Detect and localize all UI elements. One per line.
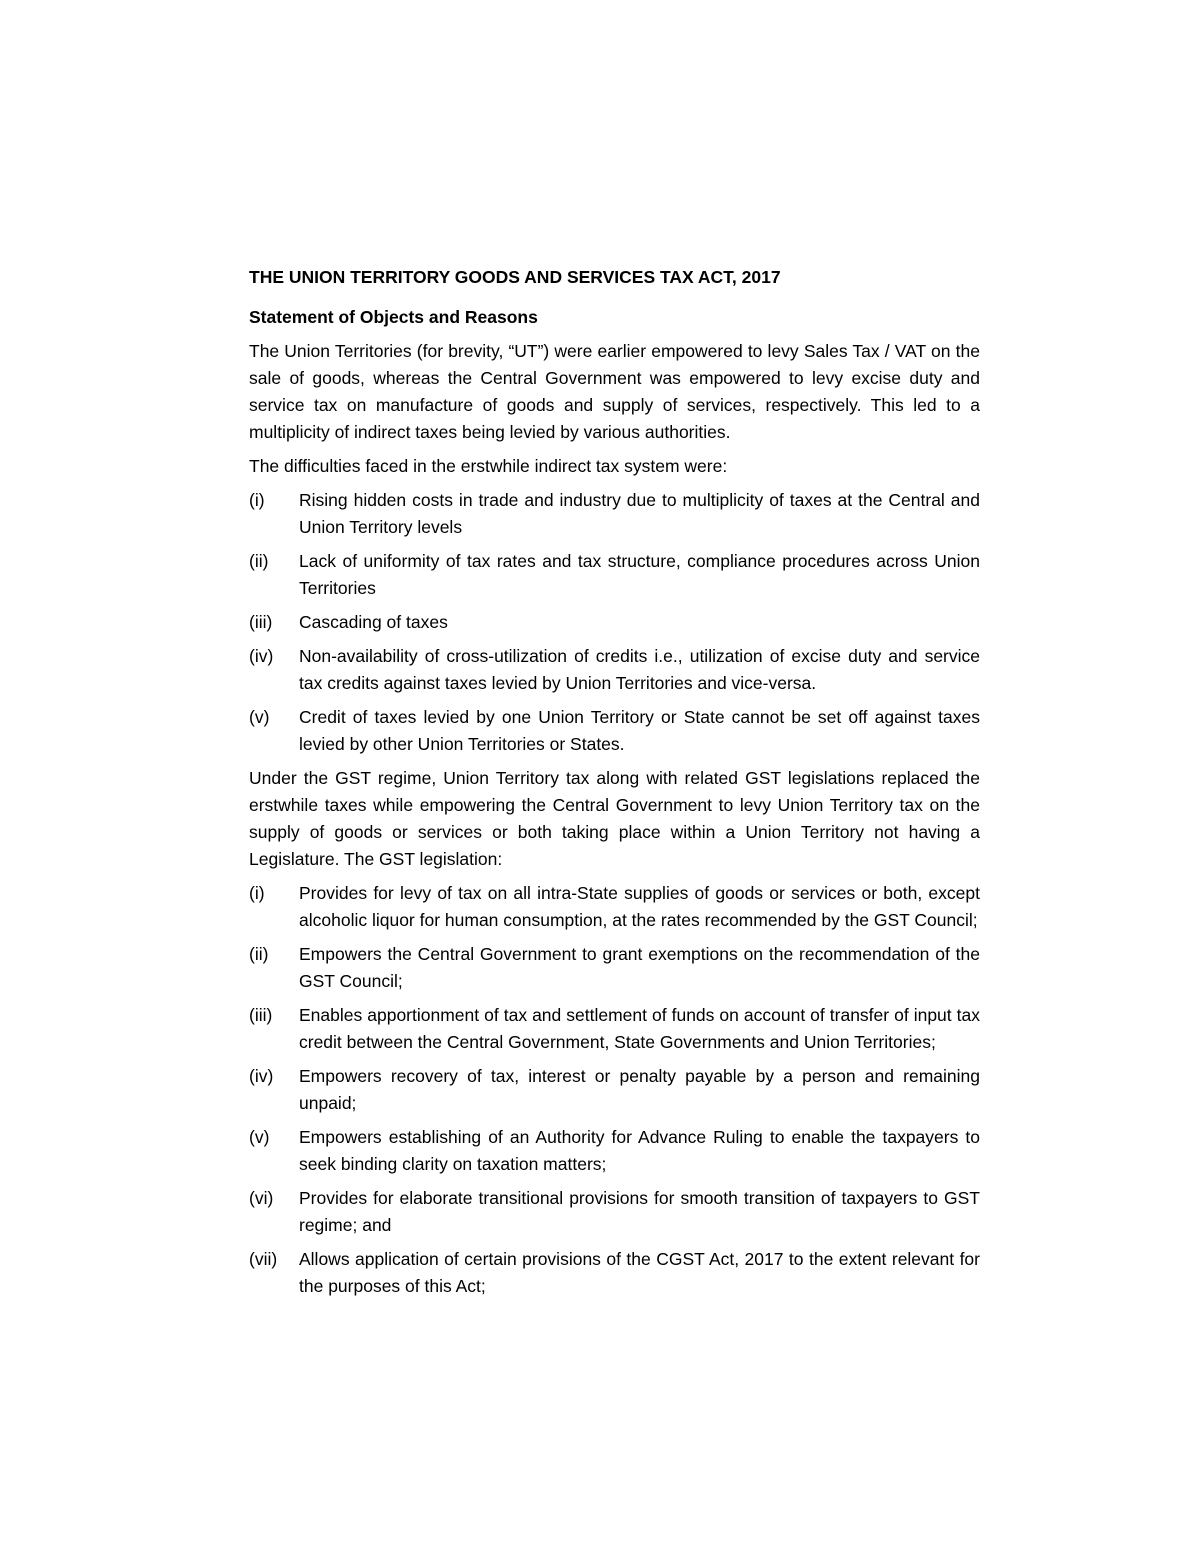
list-item bbox=[249, 643, 980, 697]
list-marker: (v) bbox=[249, 1127, 270, 1147]
difficulties-list bbox=[249, 487, 980, 758]
list-marker: (ii) bbox=[249, 944, 269, 964]
list-marker: (iv) bbox=[249, 1066, 274, 1086]
list-item bbox=[249, 548, 980, 602]
list-marker: (iii) bbox=[249, 612, 273, 632]
list-item-text: Empowers recovery of tax, interest or penalty payable by a person and remaining unpaid; bbox=[299, 1066, 980, 1113]
list-marker: (ii) bbox=[249, 551, 269, 571]
list-item bbox=[249, 1246, 980, 1300]
list-item-text: Non-availability of cross-utilization of credits i.e., utilization of excise duty and service tax credits against taxes levied by Union Territories and vice-versa. bbox=[299, 646, 980, 693]
list-item-text: Empowers establishing of an Authority for Advance Ruling to enable the taxpayers to seek binding clarity on taxation matters; bbox=[299, 1127, 980, 1174]
gst-paragraph: Under the GST regime, Union Territory tax along with related GST legislations replaced the erstwhile taxes while empowering the Central Government to levy Union Territory tax on the supply of goods or services or both taking place within a Union Territory not having a Legislature. The GST legislation: bbox=[249, 768, 980, 869]
list-item bbox=[249, 1063, 980, 1117]
document-subtitle: Statement of Objects and Reasons bbox=[249, 307, 538, 327]
document-title: THE UNION TERRITORY GOODS AND SERVICES TAX ACT, 2017 bbox=[249, 267, 781, 287]
list-item-text: Empowers the Central Government to grant exemptions on the recommendation of the GST Council; bbox=[299, 944, 980, 991]
list-item-text: Provides for elaborate transitional provisions for smooth transition of taxpayers to GST regime; and bbox=[299, 1188, 980, 1235]
list-marker: (iii) bbox=[249, 1005, 273, 1025]
list-item bbox=[249, 1124, 980, 1178]
list-marker: (i) bbox=[249, 490, 265, 510]
document-page bbox=[249, 264, 980, 1307]
list-item bbox=[249, 880, 980, 934]
list-item bbox=[249, 609, 980, 636]
list-marker: (i) bbox=[249, 883, 265, 903]
list-marker: (iv) bbox=[249, 646, 274, 666]
difficulties-intro: The difficulties faced in the erstwhile indirect tax system were: bbox=[249, 456, 728, 476]
list-item bbox=[249, 1185, 980, 1239]
list-marker: (vi) bbox=[249, 1188, 274, 1208]
list-item-text: Cascading of taxes bbox=[299, 612, 448, 632]
list-item bbox=[249, 487, 980, 541]
list-item bbox=[249, 941, 980, 995]
list-item-text: Enables apportionment of tax and settlement of funds on account of transfer of input tax credit between the Central Government, State Governments and Union Territories; bbox=[299, 1005, 980, 1052]
list-item-text: Allows application of certain provisions of the CGST Act, 2017 to the extent relevant for the purposes of this Act; bbox=[299, 1249, 980, 1296]
list-item bbox=[249, 704, 980, 758]
intro-paragraph: The Union Territories (for brevity, “UT”) were earlier empowered to levy Sales Tax / VAT on the sale of goods, whereas the Central Government was empowered to levy excise duty and service tax on manufacture of goods and supply of services, respectively. This led to a multiplicity of indirect taxes being levied by various authorities. bbox=[249, 341, 980, 442]
list-item-text: Rising hidden costs in trade and industry due to multiplicity of taxes at the Central and Union Territory levels bbox=[299, 490, 980, 537]
provisions-list bbox=[249, 880, 980, 1300]
list-marker: (vii) bbox=[249, 1249, 278, 1269]
list-item-text: Credit of taxes levied by one Union Territory or State cannot be set off against taxes levied by other Union Territories or States. bbox=[299, 707, 980, 754]
list-item-text: Provides for levy of tax on all intra-State supplies of goods or services or both, except alcoholic liquor for human consumption, at the rates recommended by the GST Council; bbox=[299, 883, 980, 930]
list-item-text: Lack of uniformity of tax rates and tax structure, compliance procedures across Union Territories bbox=[299, 551, 980, 598]
list-item bbox=[249, 1002, 980, 1056]
list-marker: (v) bbox=[249, 707, 270, 727]
